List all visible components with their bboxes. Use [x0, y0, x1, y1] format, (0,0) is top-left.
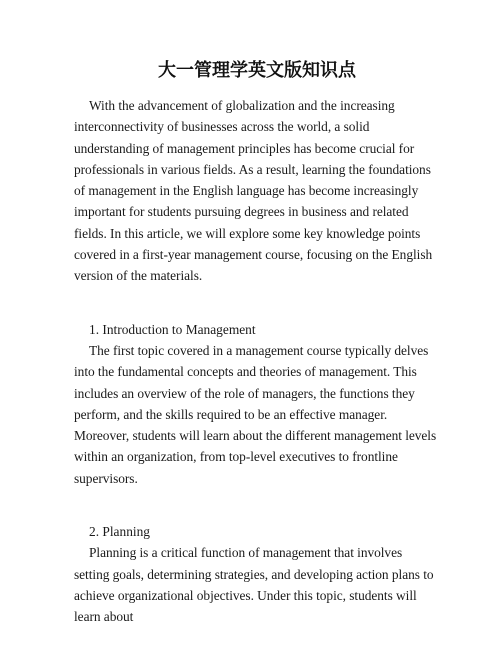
- intro-paragraph: With the advancement of globalization and the increasing interconnectivity of businesses across the world, a solid understanding of management principles has become crucial for professionals in various fields. As a result, learning the foundations of management in the English language has become increasingly important for students pursuing degrees in business and related fields. In this article, we will explore some key knowledge points covered in a first-year management course, focusing on the English version of the materials.: [74, 98, 433, 284]
- section-heading-planning: 2. Planning: [89, 524, 151, 540]
- section-body-introduction: The first topic covered in a management course typically delves into the fundamental concepts and theories of management. This includes an overview of the role of managers, the functions they perform, and the skills required to be an effective manager. Moreover, students will learn about the different management levels within an organization, from top-level executives to frontline supervisors.: [74, 342, 437, 486]
- section-spacer: [74, 489, 440, 521]
- section-spacer: [74, 287, 440, 319]
- section-body-planning: Planning is a critical function of management that involves setting goals, determining strategies, and developing action plans to achieve organizational objectives. Under this topic, students will learn about: [74, 545, 434, 625]
- document-title: 大一管理学英文版知识点: [158, 60, 356, 81]
- section-heading-introduction: 1. Introduction to Management: [89, 321, 256, 337]
